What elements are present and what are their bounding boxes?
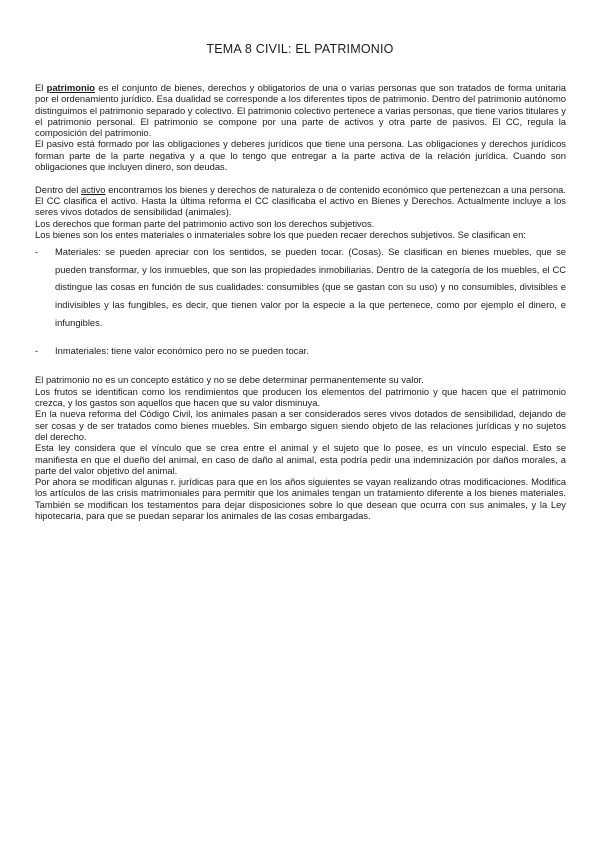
list-item-text: Inmateriales: tiene valor económico pero no se pueden tocar. [55,345,309,357]
paragraph-estatico: El patrimonio no es un concepto estático y no se debe determinar permanentemente su valor. [35,374,424,386]
paragraph-gap [35,356,566,374]
paragraph-text: encontramos los bienes y derechos de naturaleza o de contenido económico que pertenezcan a una persona. El CC clasifica el activo. Hasta la última reforma el CC clasificaba el activo en Bienes y Derechos. Actualmente incluye a los seres vivos dotados de sensibilidad (animales). [35,183,566,218]
paragraph-derechos-subjetivos: Los derechos que forman parte del patrimonio activo son los derechos subjetivos. [35,217,375,229]
paragraph-lead: El [35,82,47,93]
paragraph-patrimonio [35,82,566,138]
paragraph-text: es el conjunto de bienes, derechos y obligatorios de una o varias personas que son tratados de forma unitaria por el ordenamiento jurídico. Esa dualidad se corresponde a los diferentes tipos de patrimonio. Dentro del patrimonio autónomo distinguimos el patrimonio separado y colectivo. El patrimonio colectivo pertenece a varias personas, que tiene varios titulares y el patrimonio personal. El patrimonio se compone por una parte de activos y otra parte de pasivos. El CC, regula la composición del patrimonio. [35,82,566,139]
paragraph-reforma: En la nueva reforma del Código Civil, los animales pasan a ser considerados seres vivos dotados de sensibilidad, dejando de ser cosas y de ser tratados como bienes muebles. Sin embargo siguen siendo objeto de las relaciones jurídicas y no sujetos del derecho. [35,408,566,442]
term-activo: activo [81,183,106,195]
paragraph-modificaciones: Por ahora se modifican algunas r. jurídicas para que en los años siguientes se vayan realizando otras modificaciones. Modifica los artículos de las crisis matrimoniales para permitir que los animales tengan un tratamiento diferente a los bienes materiales. También se modifican los testamentos para dejar disposiciones sobre lo que desean que ocurra con sus animales, y la Ley hipotecaria, para que se puedan separar los animales de las cosas embargadas. [35,476,566,521]
document-body [35,82,566,521]
paragraph-lead: Dentro del [35,183,82,195]
paragraph-vinculo: Esta ley considera que el vínculo que se crea entre el animal y el sujeto que lo posee, es un vínculo especial. Esto se manifiesta en que el dueño del animal, en caso de daño al animal, esta podría pedir una indemnización por daños morales, a parte del valor objetivo del animal. [35,442,566,476]
paragraph-bienes: Los bienes son los entes materiales o inmateriales sobre los que pueden recaer derechos subjetivos. Se clasifican en: [35,228,526,240]
term-patrimonio: patrimonio [46,82,96,93]
list-item-inmateriales [35,345,566,356]
paragraph-activo [35,184,566,218]
paragraph-pasivo: El pasivo está formado por las obligaciones y deberes jurídicos que tiene una persona. Las obligaciones y derechos jurídicos forman parte de la parte negativa y a que lo tengo que entregar a la parte activa de la relación jurídica. Cuando son obligaciones que incluyen dinero, son deudas. [35,138,566,173]
paragraph-frutos: Los frutos se identifican como los rendimientos que producen los elementos del patrimonio y que hacen que el patrimonio crezca, y los gastos son aquellos que hacen que su valor disminuya. [35,385,566,409]
paragraph-gap [35,172,566,183]
page-title: TEMA 8 CIVIL: EL PATRIMONIO [206,42,394,56]
bullet-marker: - [35,345,39,357]
list-item-materiales [35,243,566,331]
bullet-marker: - [35,246,39,258]
list-gap [35,331,566,345]
list-item-text: Materiales: se pueden apreciar con los sentidos, se pueden tocar. (Cosas). Se clasifican en bienes muebles, que se pueden transformar, y los inmuebles, que son las propiedades inmobiliarias. Dentro de la categoría de los muebles, el CC distingue las cosas en función de sus cualidades: consumibles (que se gastan con su uso) y no consumibles, divisibles e indivisibles y las fungibles, es decir, que tienen valor por la especie a la que pertenece, como por ejemplo el dinero, e infungibles. [55,246,566,328]
